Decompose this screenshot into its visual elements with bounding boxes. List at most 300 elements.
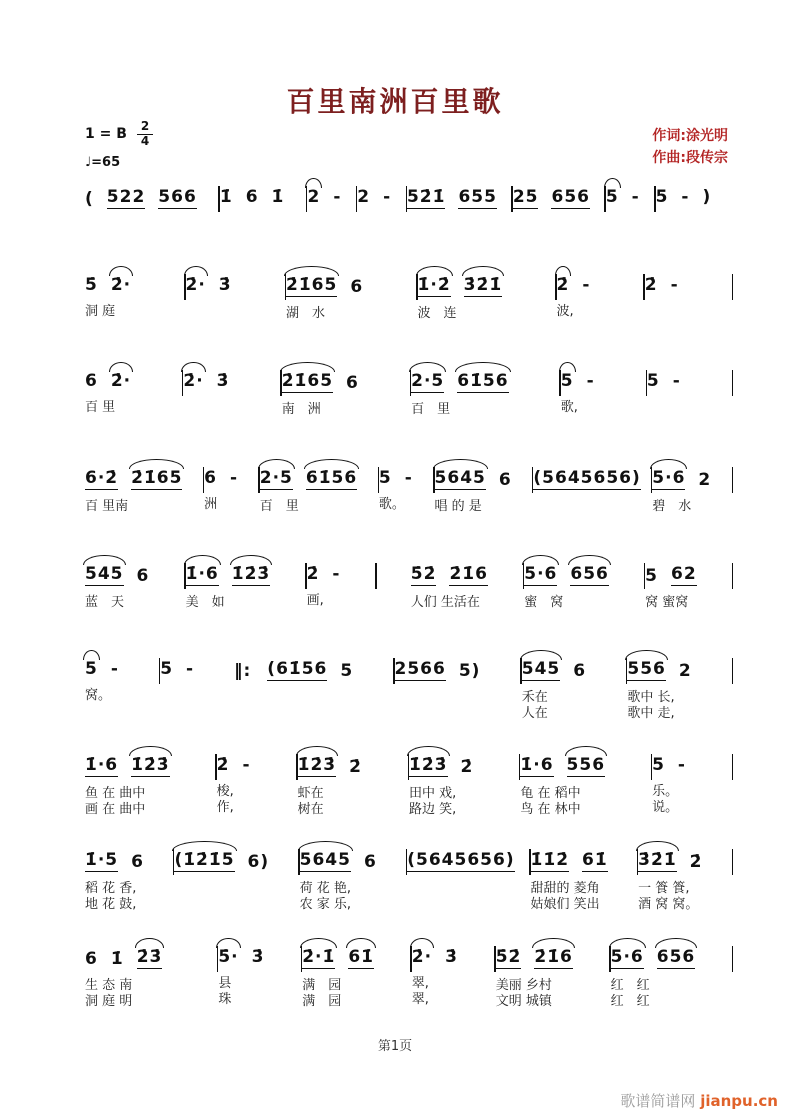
notes-line [217, 744, 297, 775]
notes-line [85, 176, 218, 209]
note-token: 2 [678, 661, 692, 681]
note-token: 6 [346, 373, 359, 393]
notes-line [531, 839, 637, 872]
notes-line [298, 744, 408, 777]
barline [732, 946, 733, 972]
lyrics-line: 甜甜的 菱角 [530, 880, 600, 896]
barline [732, 467, 733, 493]
lyrics-line-2: 树在 [297, 801, 324, 817]
measure [522, 648, 626, 722]
measure [531, 839, 637, 913]
notes-line [652, 457, 731, 490]
note-token: 556 [627, 659, 666, 679]
notes-line [85, 457, 203, 490]
lyrics-line: 翠, [411, 975, 429, 991]
barline [732, 274, 733, 300]
measure [217, 744, 297, 816]
notes-line [234, 648, 393, 681]
lyrics-line [395, 690, 521, 706]
note-token: 2 [357, 187, 371, 207]
lyrics-line: 画, [306, 592, 324, 608]
measure [409, 744, 519, 818]
barline [732, 849, 733, 875]
note-token: - [230, 468, 239, 488]
note-token: (5645656) [407, 850, 515, 870]
measure [652, 744, 732, 816]
lyrics-line [647, 400, 732, 416]
notes-line [379, 457, 433, 488]
measure [204, 457, 258, 513]
lyrics-line-2: 满 园 [302, 993, 342, 1009]
lyrics-line: 百 里 [411, 401, 451, 417]
lyrics-line-2: 人在 [521, 705, 548, 721]
measure [435, 457, 532, 515]
notes-line [520, 744, 650, 777]
note-token: - [677, 755, 686, 775]
note-token: 6 [573, 661, 587, 681]
score-system [85, 744, 733, 818]
notes-line [85, 744, 215, 777]
measure [652, 457, 731, 515]
score-system [85, 553, 733, 611]
note-token: 5 [605, 187, 619, 207]
repeat-sign: ‖: [233, 660, 252, 681]
credits [652, 126, 728, 169]
note-token: 656 [551, 187, 590, 207]
score-system [85, 936, 733, 1010]
notes-line [286, 264, 416, 297]
note-token: 656 [656, 947, 696, 967]
notes-line [85, 360, 182, 391]
note-token: 61̇56 [457, 371, 509, 391]
notes-line [418, 264, 556, 297]
note-token: 2̇ [216, 755, 230, 775]
measure [379, 457, 433, 513]
notes-line [357, 176, 405, 207]
measure [611, 936, 732, 1010]
note-token: 3̇2̇1̇ [463, 275, 503, 295]
watermark-domain: jianpu.cn [700, 1092, 778, 1110]
notes-line [435, 457, 532, 490]
note-token: 1̇·6 [185, 564, 219, 584]
measure [606, 176, 654, 207]
measure [412, 936, 495, 1008]
note-token: ( [85, 189, 94, 209]
note-token: - [670, 275, 679, 295]
measure [513, 176, 605, 209]
lyrics-line-2: 地 花 鼓, [85, 896, 137, 912]
note-token: 62 [671, 564, 697, 584]
score-system [85, 457, 733, 515]
note-token: 5̇ [85, 275, 98, 295]
note-token: - [582, 275, 591, 295]
notes-line [407, 839, 529, 872]
notes-line [395, 648, 521, 681]
note-token: 5 [85, 659, 98, 679]
measure [411, 553, 523, 611]
notes-line [647, 360, 732, 391]
lyrics-line: 歌。 [378, 496, 405, 512]
notes-line [300, 839, 406, 872]
measure [647, 360, 732, 416]
note-token: 6 [85, 949, 98, 969]
note-token: 2̇ [306, 564, 320, 584]
lyrics-line-2: 洞 庭 明 [85, 993, 133, 1009]
measure [520, 744, 650, 818]
notes-line [204, 457, 258, 488]
measure [496, 936, 610, 1010]
note-token: 1̇1̇2̇ [530, 850, 570, 870]
note-token: 61̇56 [305, 468, 358, 488]
note-token: 1̇·5 [85, 850, 119, 870]
song-title: 百里南洲百里歌 [286, 85, 504, 118]
note-token: 6 [204, 468, 217, 488]
lyrics-line-2: 翠, [411, 991, 429, 1007]
note-token: 5 [160, 659, 174, 679]
note-token: 1̇2̇3̇ [231, 564, 271, 584]
note-token: 2̇1̇6 [534, 947, 573, 967]
note-token: 1̇·6 [520, 755, 554, 775]
notes-line [522, 648, 626, 681]
notes-line [627, 648, 731, 681]
measure [524, 553, 644, 611]
note-token: 2̇ [556, 275, 570, 295]
note-token: (61̇56 [267, 659, 328, 679]
note-token: 2̇ [644, 275, 658, 295]
measure [557, 264, 644, 320]
note-token: 3̇ [251, 947, 265, 967]
time-signature-denominator: 4 [140, 133, 150, 148]
lyrics-line-2 [160, 704, 234, 720]
note-token: - [672, 371, 681, 391]
barline [732, 370, 733, 396]
note-token: 2·5 [259, 468, 293, 488]
lyrics-line-2: 歌中 走, [627, 705, 675, 721]
notes-line [513, 176, 605, 209]
lyrics-line: 南 洲 [281, 401, 321, 417]
note-token: 545 [521, 659, 561, 679]
notes-line [561, 360, 646, 391]
lyrics-line: 一 篒 篒, [638, 880, 690, 896]
lyrics-line [645, 304, 732, 320]
barline [732, 754, 733, 780]
notes-line [407, 176, 511, 209]
watermark [620, 1090, 778, 1111]
score-system [85, 839, 733, 913]
note-token: - [681, 187, 690, 207]
measure [218, 936, 301, 1008]
note-token: 5 [655, 187, 669, 207]
lyrics-line: 唱 的 是 [434, 498, 482, 514]
lyrics-line: 虾在 [297, 785, 324, 801]
note-token: 5) [458, 661, 481, 681]
note-token: - [186, 659, 195, 679]
note-token: 2̇3̇ [136, 947, 163, 967]
note-token: 2 [307, 187, 321, 207]
measure [645, 553, 731, 611]
lyrics-line: 歌中 长, [627, 689, 675, 705]
measure [174, 839, 298, 913]
lyrics-line: 蜜 窝 [524, 594, 564, 610]
note-token: 5̇2̇ [410, 564, 437, 584]
note-token: 1̇2̇3̇ [131, 755, 170, 775]
notes-line [409, 744, 519, 777]
note-token: - [110, 659, 119, 679]
measure [160, 648, 234, 720]
measure [282, 360, 410, 418]
note-token: 6 [245, 187, 259, 207]
lyrics-line: 红 红 [610, 977, 650, 993]
note-token: 1̇·6 [85, 755, 119, 775]
note-token: 25 [512, 187, 539, 207]
note-token: 6 [363, 852, 377, 872]
measure [186, 264, 285, 320]
note-token: 1̇·2̇ [417, 275, 451, 295]
note-token: - [383, 187, 392, 207]
notes-line [411, 360, 559, 393]
lyrics-line: 稻 花 香, [85, 880, 137, 896]
note-token: 5645 [299, 850, 351, 870]
note-token: - [242, 755, 251, 775]
notes-line [412, 936, 495, 967]
notes-line [652, 744, 732, 775]
measure [407, 839, 529, 913]
lyrics-line-2 [234, 706, 393, 722]
notes-line [606, 176, 654, 207]
lyrics-line: 美 如 [185, 594, 225, 610]
tempo-marking: ♩=65 [85, 154, 121, 170]
lyrics-line: 梭, [216, 783, 234, 799]
measure [85, 360, 182, 416]
note-token: 545 [85, 564, 124, 584]
lyrics-line [183, 400, 280, 416]
notes-line [496, 936, 610, 969]
measure [85, 744, 215, 818]
measure [645, 264, 732, 320]
note-token: 2̇1̇6 [449, 564, 488, 584]
note-token: 6 [136, 566, 150, 586]
lyrics-line: 百 里 [85, 399, 116, 415]
note-token: 6·2̇ [85, 468, 119, 488]
key-signature: 1 = B [85, 126, 127, 143]
measure [85, 264, 184, 320]
note-token: 2̇ [460, 757, 474, 777]
notes-line [85, 839, 173, 872]
note-token: 655 [458, 187, 497, 207]
measure [260, 457, 378, 515]
note-token: 5·6 [610, 947, 644, 967]
lyrics-line-2 [407, 897, 529, 913]
page-number: 第1页 [377, 1039, 413, 1054]
note-token: 1̇ [271, 187, 285, 207]
measure [407, 176, 511, 209]
lyrics-line-2 [395, 706, 521, 722]
notes-line [611, 936, 732, 969]
lyrics-line-2: 路边 笑, [409, 801, 457, 817]
measure [85, 553, 184, 611]
measure [307, 176, 355, 207]
note-token: 2̇ [349, 757, 362, 777]
composer-credit: 作曲:段传宗 [652, 149, 728, 166]
note-token: 6 [498, 470, 512, 490]
lyrics-line [407, 881, 529, 897]
notes-line [85, 648, 159, 679]
lyrics-line-2 [85, 704, 159, 720]
lyrics-line: 蓝 天 [85, 594, 125, 610]
note-token: - [404, 468, 413, 488]
note-token: 1̇ [110, 949, 124, 969]
score-system [85, 648, 733, 722]
note-token: - [333, 187, 342, 207]
measure [85, 648, 159, 720]
note-token: 5̇2̇ [495, 947, 522, 967]
note-token: 5 [645, 566, 658, 586]
score-system [85, 360, 733, 418]
lyrics-line: 百 里南 [85, 498, 129, 514]
notes-line [260, 457, 378, 490]
measure [307, 553, 376, 609]
note-token: 1̇2̇3̇ [297, 755, 337, 775]
notes-line [302, 936, 410, 969]
measure [85, 176, 218, 209]
lyrics-line-2: 画 在 曲中 [85, 801, 146, 817]
lyrics-line: 美丽 乡村 [495, 977, 552, 993]
notes-line [183, 360, 280, 391]
lyrics-line: 荷 花 艳, [299, 880, 352, 896]
note-token: 6 [350, 277, 364, 297]
lyrics-line: 乐。 [652, 783, 679, 799]
note-token: 5645 [434, 468, 486, 488]
notes-line [186, 264, 285, 295]
note-token: 2566 [394, 659, 446, 679]
lyrics-line: 歌, [560, 399, 578, 415]
notes-line [411, 553, 523, 586]
note-token: 656 [570, 564, 609, 584]
measure [533, 457, 651, 515]
note-token: (5645656) [533, 468, 641, 488]
note-token: 556 [566, 755, 606, 775]
notes-line [174, 839, 298, 872]
measure [418, 264, 556, 322]
lyrics-line: 波, [556, 303, 574, 319]
note-token: 1̇ [219, 187, 233, 207]
measure [85, 839, 173, 913]
measure [85, 936, 217, 1010]
note-token: - [586, 371, 595, 391]
score-system [85, 176, 733, 212]
notes-line [638, 839, 731, 872]
notes-line [307, 553, 376, 584]
note-token: 5 [646, 371, 660, 391]
notes-line [160, 648, 234, 679]
note-token: (1̇2̇1̇5 [174, 850, 235, 870]
measure [298, 744, 408, 818]
lyrics-line: 洲 [204, 496, 218, 512]
lyrics-line: 洞 庭 [85, 303, 116, 319]
lyrics-line: 人们 生活在 [410, 594, 480, 610]
note-token: 61̇ [582, 850, 608, 870]
note-token: 2̇·1̇ [302, 947, 336, 967]
note-token: 2̇1̇65 [286, 275, 338, 295]
note-token: 2̇1̇65 [281, 371, 334, 391]
time-signature [137, 120, 153, 149]
notes-line [645, 264, 732, 295]
note-token: 2̇· [110, 371, 132, 391]
note-token: 52̇1̇ [406, 187, 446, 207]
lyrics-line: 禾在 [521, 689, 548, 705]
notes-line [307, 176, 355, 207]
note-token: 2·5 [411, 371, 445, 391]
note-token: 5 [378, 468, 392, 488]
note-token: 1̇2̇3̇ [409, 755, 448, 775]
measure [286, 264, 416, 322]
measure [300, 839, 406, 913]
note-token: - [332, 564, 341, 584]
lyrics-line [186, 304, 285, 320]
notes-line [557, 264, 644, 295]
note-token: 6 [85, 371, 98, 391]
lyrics-line [174, 881, 298, 897]
lyrics-line-2: 红 红 [610, 993, 650, 1009]
lyrics-line [234, 690, 393, 706]
note-token: 5 [340, 661, 354, 681]
lyrics-line: 窝 蜜窝 [645, 594, 689, 610]
lyrics-line-2: 珠 [218, 991, 232, 1007]
lyrics-line-2: 酒 窝 窝。 [638, 896, 699, 912]
measure [638, 839, 731, 913]
lyricist-credit: 作词:涂光明 [652, 128, 728, 144]
note-token: 2̇· [185, 275, 206, 295]
lyrics-line: 百 里 [259, 498, 299, 514]
measure [357, 176, 405, 207]
lyrics-line-2: 文明 城镇 [495, 993, 552, 1009]
note-token: 3̇ [445, 947, 458, 967]
notes-line [85, 936, 217, 969]
lyrics-line: 碧 水 [652, 498, 692, 514]
note-token: 566 [158, 187, 197, 207]
lyrics-line [160, 688, 234, 704]
lyrics-line-2: 作, [216, 799, 234, 815]
measure [395, 648, 521, 722]
note-token: 5̇· [218, 947, 239, 967]
measure [186, 553, 306, 611]
note-token: 3̇ [216, 371, 230, 391]
note-token: 2̇1̇65 [131, 468, 183, 488]
score-system [85, 264, 733, 322]
note-token: - [631, 187, 640, 207]
lyrics-line: 满 园 [302, 977, 342, 993]
measure [656, 176, 733, 207]
lyrics-line-2 [174, 897, 298, 913]
note-token: 2̇· [411, 947, 433, 967]
measure [234, 648, 393, 722]
measure [220, 176, 306, 207]
note-token: 522 [106, 187, 146, 207]
lyrics-line: 田中 戏, [409, 785, 457, 801]
barline [732, 563, 733, 589]
watermark-site-name: 歌谱简谱网 [620, 1092, 696, 1110]
notes-line [656, 176, 733, 207]
measure [85, 457, 203, 515]
notes-line [524, 553, 644, 586]
note-token: 5·6 [524, 564, 558, 584]
lyrics-line: 生 态 南 [85, 977, 133, 993]
lyrics-line: 湖 水 [286, 305, 326, 321]
measure [302, 936, 410, 1010]
lyrics-line-2: 农 家 乐, [299, 896, 352, 912]
barline [732, 658, 733, 684]
note-token: 2̇· [110, 275, 132, 295]
